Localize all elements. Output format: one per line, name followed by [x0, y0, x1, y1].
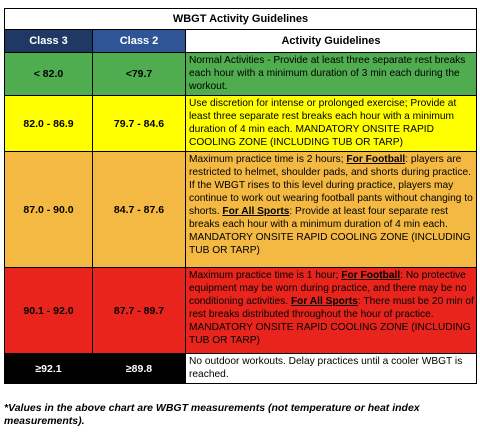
row-class2-value: 79.7 - 84.6 — [93, 96, 186, 152]
header-class2: Class 2 — [93, 30, 186, 53]
guideline-text-part: : Provide at least four separate rest breaks each hour with a minimum duration of 4 min each. MANDATORY ONSITE RAPID COOLING ZONE (INCLUDING TUB OR TARP) — [189, 206, 471, 256]
row-class2-value: 87.7 - 89.7 — [93, 268, 186, 354]
table-row-black — [5, 354, 477, 384]
guideline-emphasis: For Football — [346, 154, 406, 165]
row-guideline-text — [186, 152, 477, 268]
row-class2-value: ≥89.8 — [93, 354, 186, 384]
row-class3-value: 82.0 - 86.9 — [5, 96, 93, 152]
header-row — [5, 30, 477, 53]
row-class3-value: 90.1 - 92.0 — [5, 268, 93, 354]
guideline-text-part: : players are restricted to helmet, shoulder pads, and shorts during practice. If the WBGT rises to this level during practice, players may continue to work out wearing football pants without changing to shorts. — [189, 154, 473, 217]
header-guidelines: Activity Guidelines — [186, 30, 477, 53]
table-row-green — [5, 53, 477, 96]
guideline-text-part: Maximum practice time is 1 hour; — [189, 270, 342, 281]
table-row-orange — [5, 152, 477, 268]
guideline-text-part: : No protective equipment may be worn during practice, and there may be no conditioning activities. — [189, 270, 467, 307]
guideline-emphasis: For All Sports — [222, 206, 290, 217]
row-class2-value: <79.7 — [93, 53, 186, 96]
guideline-text-part: Maximum practice time is 2 hours; — [189, 154, 347, 165]
guideline-emphasis: For Football — [341, 270, 401, 281]
row-guideline-text: Use discretion for intense or prolonged exercise; Provide at least three separate rest breaks each hour with a minimum duration of 4 min each. MANDATORY ONSITE RAPID COOLING ZONE (INCLUDING TUB OR TARP) — [186, 96, 477, 152]
guideline-text-part: : There must be 20 min of rest breaks distributed throughout the hour of practice. MANDATORY ONSITE RAPID COOLING ZONE (INCLUDING TUB OR TARP) — [189, 296, 474, 346]
row-class3-value: < 82.0 — [5, 53, 93, 96]
row-class3-value: 87.0 - 90.0 — [5, 152, 93, 268]
table-title: WBGT Activity Guidelines — [5, 9, 477, 30]
row-guideline-text: No outdoor workouts. Delay practices until a cooler WBGT is reached. — [186, 354, 477, 384]
row-class3-value: ≥92.1 — [5, 354, 93, 384]
footnote: *Values in the above chart are WBGT measurements (not temperature or heat index measurements). — [4, 402, 420, 427]
table-row-red — [5, 268, 477, 354]
table-row-yellow — [5, 96, 477, 152]
guideline-emphasis: For All Sports — [290, 296, 358, 307]
wbgt-guidelines-table-container — [4, 8, 476, 384]
row-guideline-text — [186, 268, 477, 354]
header-class3: Class 3 — [5, 30, 93, 53]
row-guideline-text: Normal Activities - Provide at least three separate rest breaks each hour with a minimum duration of 3 min each during the workout. — [186, 53, 477, 96]
row-class2-value: 84.7 - 87.6 — [93, 152, 186, 268]
wbgt-guidelines-table — [4, 8, 477, 384]
